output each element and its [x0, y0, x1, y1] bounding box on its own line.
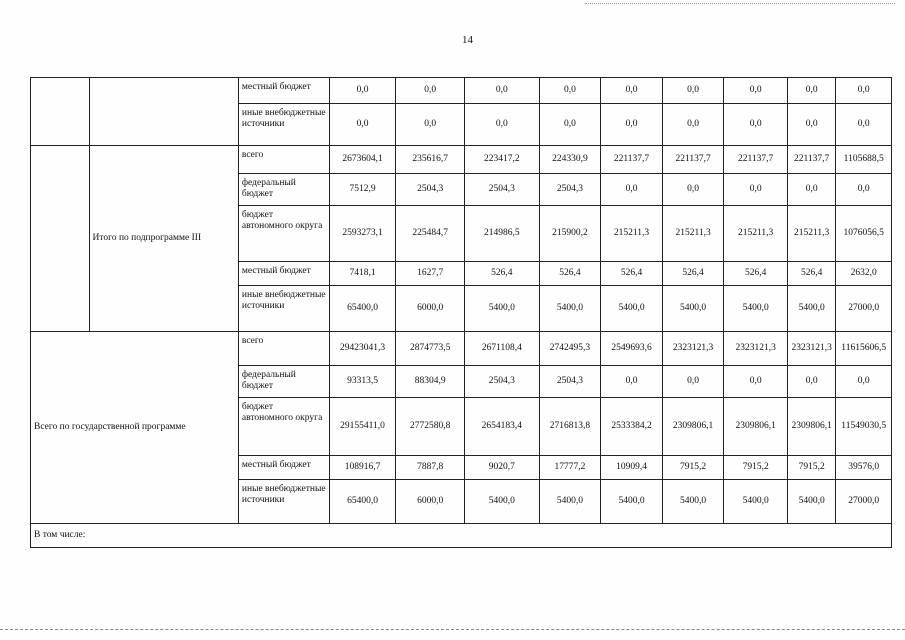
amount-cell: 0,0 — [662, 366, 724, 398]
amount-cell: 5400,0 — [724, 480, 788, 524]
amount-cell: 215211,3 — [662, 206, 724, 262]
table-row — [31, 524, 892, 548]
amount-cell: 65400,0 — [329, 286, 396, 332]
amount-cell: 0,0 — [787, 366, 835, 398]
amount-cell: 27000,0 — [836, 480, 892, 524]
funding-source: иные внебюджетные источники — [238, 286, 329, 332]
amount-cell: 7915,2 — [724, 456, 788, 480]
amount-cell: 7418,1 — [329, 262, 396, 286]
amount-cell: 2716813,8 — [539, 398, 601, 456]
funding-source: местный бюджет — [238, 78, 329, 104]
program-label: Всего по государственной программе — [31, 332, 239, 524]
amount-cell: 526,4 — [539, 262, 601, 286]
amount-cell: 0,0 — [724, 366, 788, 398]
amount-cell: 5400,0 — [601, 286, 663, 332]
amount-cell: 1105688,5 — [836, 146, 892, 174]
amount-cell: 7915,2 — [662, 456, 724, 480]
amount-cell: 221137,7 — [787, 146, 835, 174]
amount-cell: 2504,3 — [539, 366, 601, 398]
empty-cell — [31, 146, 90, 332]
funding-source: иные внебюджетные источники — [238, 104, 329, 146]
amount-cell: 2504,3 — [464, 174, 539, 206]
funding-source: местный бюджет — [238, 262, 329, 286]
amount-cell: 7887,8 — [396, 456, 465, 480]
funding-source: всего — [238, 146, 329, 174]
amount-cell: 225484,7 — [396, 206, 465, 262]
amount-cell: 0,0 — [464, 78, 539, 104]
amount-cell: 2504,3 — [539, 174, 601, 206]
amount-cell: 1076056,5 — [836, 206, 892, 262]
amount-cell: 0,0 — [724, 104, 788, 146]
amount-cell: 5400,0 — [724, 286, 788, 332]
amount-cell: 2309806,1 — [787, 398, 835, 456]
funding-source: бюджет автономного округа — [238, 398, 329, 456]
amount-cell: 2323121,3 — [724, 332, 788, 366]
amount-cell: 0,0 — [724, 174, 788, 206]
amount-cell: 2504,3 — [464, 366, 539, 398]
amount-cell: 2772580,8 — [396, 398, 465, 456]
amount-cell: 0,0 — [662, 174, 724, 206]
amount-cell: 526,4 — [464, 262, 539, 286]
amount-cell: 17777,2 — [539, 456, 601, 480]
amount-cell: 526,4 — [601, 262, 663, 286]
funding-source: иные внебюджетные источники — [238, 480, 329, 524]
amount-cell: 5400,0 — [601, 480, 663, 524]
amount-cell: 5400,0 — [464, 480, 539, 524]
amount-cell: 2654183,4 — [464, 398, 539, 456]
amount-cell: 10909,4 — [601, 456, 663, 480]
amount-cell: 0,0 — [787, 174, 835, 206]
amount-cell: 0,0 — [396, 78, 465, 104]
amount-cell: 526,4 — [724, 262, 788, 286]
amount-cell: 221137,7 — [724, 146, 788, 174]
amount-cell: 2323121,3 — [787, 332, 835, 366]
amount-cell: 2504,3 — [396, 174, 465, 206]
amount-cell: 2632,0 — [836, 262, 892, 286]
amount-cell: 27000,0 — [836, 286, 892, 332]
page-number: 14 — [462, 34, 473, 46]
amount-cell: 0,0 — [836, 104, 892, 146]
funding-source: федеральный бюджет — [238, 366, 329, 398]
amount-cell: 223417,2 — [464, 146, 539, 174]
amount-cell: 0,0 — [601, 174, 663, 206]
amount-cell: 2742495,3 — [539, 332, 601, 366]
amount-cell: 235616,7 — [396, 146, 465, 174]
amount-cell: 221137,7 — [601, 146, 663, 174]
amount-cell: 215211,3 — [601, 206, 663, 262]
scan-artifact-bottom — [0, 629, 905, 632]
amount-cell: 0,0 — [787, 104, 835, 146]
amount-cell: 5400,0 — [539, 286, 601, 332]
amount-cell: 2671108,4 — [464, 332, 539, 366]
amount-cell: 2309806,1 — [724, 398, 788, 456]
funding-source: местный бюджет — [238, 456, 329, 480]
amount-cell: 221137,7 — [662, 146, 724, 174]
amount-cell: 0,0 — [539, 104, 601, 146]
amount-cell: 0,0 — [539, 78, 601, 104]
amount-cell: 9020,7 — [464, 456, 539, 480]
amount-cell: 0,0 — [396, 104, 465, 146]
amount-cell: 0,0 — [329, 104, 396, 146]
amount-cell: 39576,0 — [836, 456, 892, 480]
amount-cell: 214986,5 — [464, 206, 539, 262]
amount-cell: 0,0 — [329, 78, 396, 104]
amount-cell: 11615606,5 — [836, 332, 892, 366]
amount-cell: 5400,0 — [662, 480, 724, 524]
table-row — [31, 78, 892, 104]
funding-source: бюджет автономного округа — [238, 206, 329, 262]
amount-cell: 0,0 — [836, 174, 892, 206]
funding-source: всего — [238, 332, 329, 366]
amount-cell: 0,0 — [836, 366, 892, 398]
amount-cell: 5400,0 — [464, 286, 539, 332]
amount-cell: 0,0 — [836, 78, 892, 104]
table-row — [31, 146, 892, 174]
amount-cell: 65400,0 — [329, 480, 396, 524]
amount-cell: 6000,0 — [396, 480, 465, 524]
amount-cell: 1627,7 — [396, 262, 465, 286]
table-row — [31, 332, 892, 366]
amount-cell: 2874773,5 — [396, 332, 465, 366]
amount-cell: 5400,0 — [787, 480, 835, 524]
amount-cell: 108916,7 — [329, 456, 396, 480]
including-row-label: В том числе: — [31, 524, 892, 548]
amount-cell: 0,0 — [787, 78, 835, 104]
subprogram-label: Итого по подпрограмме III — [89, 146, 238, 332]
amount-cell: 6000,0 — [396, 286, 465, 332]
amount-cell: 5400,0 — [662, 286, 724, 332]
amount-cell: 0,0 — [662, 104, 724, 146]
amount-cell: 2673604,1 — [329, 146, 396, 174]
amount-cell: 2323121,3 — [662, 332, 724, 366]
amount-cell: 7512,9 — [329, 174, 396, 206]
amount-cell: 88304,9 — [396, 366, 465, 398]
budget-table-body — [31, 78, 892, 548]
empty-cell — [31, 78, 90, 146]
amount-cell: 215211,3 — [724, 206, 788, 262]
amount-cell: 29155411,0 — [329, 398, 396, 456]
amount-cell: 2549693,6 — [601, 332, 663, 366]
amount-cell: 526,4 — [662, 262, 724, 286]
amount-cell: 0,0 — [662, 78, 724, 104]
amount-cell: 2309806,1 — [662, 398, 724, 456]
empty-cell — [89, 78, 238, 146]
amount-cell: 29423041,3 — [329, 332, 396, 366]
funding-source: федеральный бюджет — [238, 174, 329, 206]
amount-cell: 2533384,2 — [601, 398, 663, 456]
amount-cell: 7915,2 — [787, 456, 835, 480]
amount-cell: 93313,5 — [329, 366, 396, 398]
amount-cell: 215211,3 — [787, 206, 835, 262]
amount-cell: 224330,9 — [539, 146, 601, 174]
scan-artifact-top — [585, 3, 895, 5]
amount-cell: 5400,0 — [787, 286, 835, 332]
amount-cell: 0,0 — [601, 104, 663, 146]
amount-cell: 215900,2 — [539, 206, 601, 262]
amount-cell: 11549030,5 — [836, 398, 892, 456]
amount-cell: 0,0 — [601, 78, 663, 104]
amount-cell: 526,4 — [787, 262, 835, 286]
budget-table — [30, 77, 892, 548]
amount-cell: 5400,0 — [539, 480, 601, 524]
amount-cell: 2593273,1 — [329, 206, 396, 262]
amount-cell: 0,0 — [724, 78, 788, 104]
amount-cell: 0,0 — [601, 366, 663, 398]
amount-cell: 0,0 — [464, 104, 539, 146]
